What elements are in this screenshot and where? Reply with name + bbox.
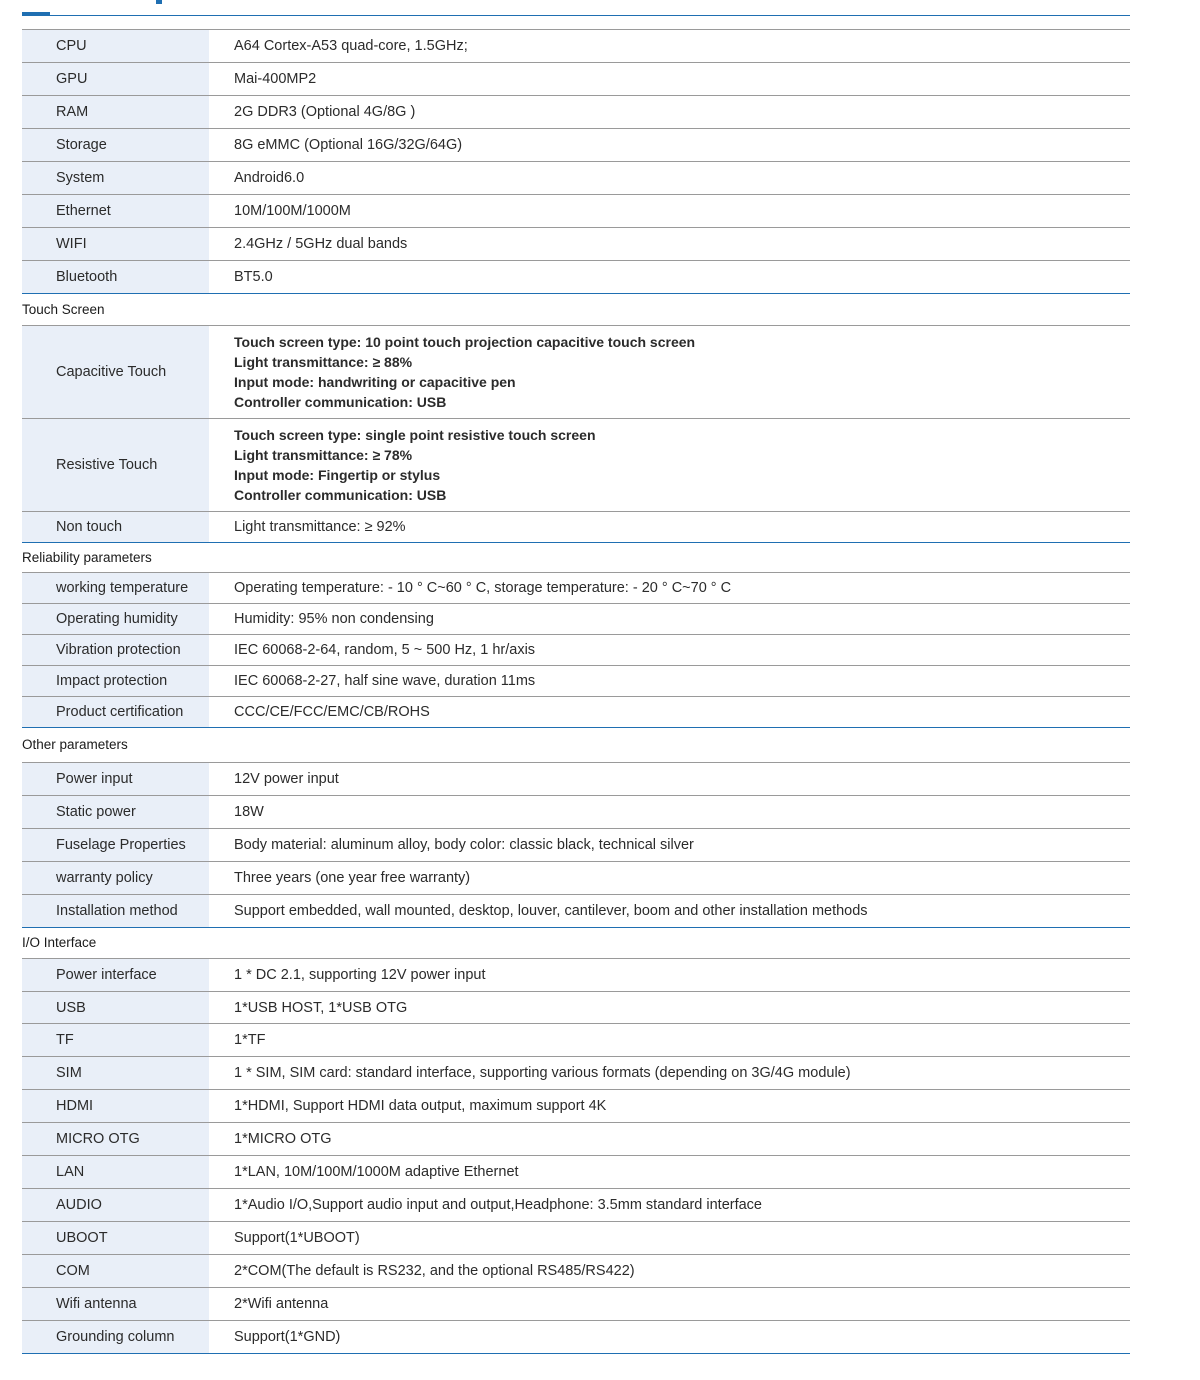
spec-value bbox=[209, 261, 1130, 294]
spec-value bbox=[209, 195, 1130, 228]
spec-label: Wifi antenna bbox=[22, 1288, 209, 1321]
spec-row bbox=[22, 666, 1130, 697]
spec-value bbox=[209, 512, 1130, 543]
spec-value-line: 1*MICRO OTG bbox=[234, 1131, 332, 1147]
spec-value-line: Support embedded, wall mounted, desktop, louver, cantilever, boom and other installation methods bbox=[234, 903, 868, 919]
spec-label: USB bbox=[22, 992, 209, 1024]
spec-row bbox=[22, 326, 1130, 419]
spec-value-line: Light transmittance: ≥ 88% bbox=[234, 354, 413, 370]
spec-label: working temperature bbox=[22, 573, 209, 604]
spec-row bbox=[22, 992, 1130, 1024]
spec-row bbox=[22, 1189, 1130, 1222]
spec-value bbox=[209, 228, 1130, 261]
section-title: Reliability parameters bbox=[22, 543, 1130, 573]
spec-row bbox=[22, 1156, 1130, 1189]
spec-row bbox=[22, 604, 1130, 635]
spec-label: Resistive Touch bbox=[22, 419, 209, 512]
spec-row bbox=[22, 1288, 1130, 1321]
spec-label: Power input bbox=[22, 763, 209, 796]
section-title: Touch Screen bbox=[22, 294, 1130, 326]
spec-row bbox=[22, 63, 1130, 96]
spec-value-line: A64 Cortex-A53 quad-core, 1.5GHz; bbox=[234, 38, 468, 54]
spec-label: Vibration protection bbox=[22, 635, 209, 666]
spec-value-line: IEC 60068-2-64, random, 5 ~ 500 Hz, 1 hr/axis bbox=[234, 642, 536, 658]
spec-value-line: 1*HDMI, Support HDMI data output, maximum support 4K bbox=[234, 1098, 607, 1114]
spec-row bbox=[22, 829, 1130, 862]
spec-value-line: 8G eMMC (Optional 16G/32G/64G) bbox=[234, 137, 463, 153]
spec-value-line: Light transmittance: ≥ 92% bbox=[234, 519, 406, 535]
spec-value-line: Input mode: Fingertip or stylus bbox=[234, 467, 441, 483]
spec-value-line: 2*COM(The default is RS232, and the optional RS485/RS422) bbox=[234, 1263, 635, 1279]
spec-value-line: Light transmittance: ≥ 78% bbox=[234, 447, 413, 463]
spec-label: Storage bbox=[22, 129, 209, 162]
spec-value bbox=[209, 796, 1130, 829]
spec-label: System bbox=[22, 162, 209, 195]
spec-value bbox=[209, 30, 1130, 63]
spec-value-line: 2G DDR3 (Optional 4G/8G ) bbox=[234, 104, 416, 120]
specification-table-body bbox=[22, 30, 1130, 1354]
spec-value-line: 2.4GHz / 5GHz dual bands bbox=[234, 236, 408, 252]
spec-value bbox=[209, 1255, 1130, 1288]
spec-value-line: 1 * SIM, SIM card: standard interface, supporting various formats (depending on 3G/4G module) bbox=[234, 1065, 851, 1081]
spec-label: warranty policy bbox=[22, 862, 209, 895]
spec-row bbox=[22, 30, 1130, 63]
spec-row bbox=[22, 1255, 1130, 1288]
spec-value-line: Three years (one year free warranty) bbox=[234, 870, 471, 886]
spec-value-line: Operating temperature: - 10 ° C~60 ° C, storage temperature: - 20 ° C~70 ° C bbox=[234, 580, 732, 596]
spec-value bbox=[209, 1123, 1130, 1156]
spec-label: GPU bbox=[22, 63, 209, 96]
spec-value bbox=[209, 1057, 1130, 1090]
spec-row bbox=[22, 959, 1130, 992]
spec-row bbox=[22, 635, 1130, 666]
spec-value bbox=[209, 96, 1130, 129]
spec-value bbox=[209, 895, 1130, 928]
spec-label: Power interface bbox=[22, 959, 209, 992]
spec-label: Ethernet bbox=[22, 195, 209, 228]
spec-label: Product certification bbox=[22, 697, 209, 728]
spec-value bbox=[209, 959, 1130, 992]
spec-value bbox=[209, 992, 1130, 1024]
section-header-row bbox=[22, 728, 1130, 763]
spec-label: COM bbox=[22, 1255, 209, 1288]
spec-value-line: 1*Audio I/O,Support audio input and output,Headphone: 3.5mm standard interface bbox=[234, 1197, 762, 1213]
spec-value-line: Humidity: 95% non condensing bbox=[234, 611, 434, 627]
spec-label: TF bbox=[22, 1024, 209, 1057]
spec-value bbox=[209, 1288, 1130, 1321]
spec-label: Bluetooth bbox=[22, 261, 209, 294]
spec-row bbox=[22, 512, 1130, 543]
spec-row bbox=[22, 895, 1130, 928]
spec-row bbox=[22, 796, 1130, 829]
section-header-row bbox=[22, 543, 1130, 573]
section-title: Other parameters bbox=[22, 728, 1130, 763]
spec-value-line: 12V power input bbox=[234, 771, 339, 787]
spec-value-line: 2*Wifi antenna bbox=[234, 1296, 329, 1312]
spec-row bbox=[22, 129, 1130, 162]
spec-value bbox=[209, 326, 1130, 419]
spec-value bbox=[209, 63, 1130, 96]
spec-value-line: 1*USB HOST, 1*USB OTG bbox=[234, 999, 408, 1016]
spec-label: Non touch bbox=[22, 512, 209, 543]
spec-label: RAM bbox=[22, 96, 209, 129]
spec-label: Static power bbox=[22, 796, 209, 829]
spec-value-line: Android6.0 bbox=[234, 170, 305, 186]
spec-row bbox=[22, 1057, 1130, 1090]
spec-value bbox=[209, 604, 1130, 635]
section-title: I/O Interface bbox=[22, 928, 1130, 959]
spec-value-line: IEC 60068-2-27, half sine wave, duration 11ms bbox=[234, 673, 536, 689]
spec-label: UBOOT bbox=[22, 1222, 209, 1255]
spec-label: AUDIO bbox=[22, 1189, 209, 1222]
section-header-row bbox=[22, 294, 1130, 326]
spec-value-line: Touch screen type: single point resistive touch screen bbox=[234, 427, 596, 443]
spec-label: WIFI bbox=[22, 228, 209, 261]
spec-value bbox=[209, 862, 1130, 895]
spec-value bbox=[209, 1222, 1130, 1255]
spec-row bbox=[22, 1321, 1130, 1354]
spec-value-line: Support(1*GND) bbox=[234, 1329, 341, 1345]
spec-value bbox=[209, 829, 1130, 862]
spec-label: Fuselage Properties bbox=[22, 829, 209, 862]
spec-row bbox=[22, 573, 1130, 604]
spec-row bbox=[22, 162, 1130, 195]
spec-row bbox=[22, 1090, 1130, 1123]
section-header-row bbox=[22, 928, 1130, 959]
spec-value bbox=[209, 666, 1130, 697]
spec-value-line: 1*LAN, 10M/100M/1000M adaptive Ethernet bbox=[234, 1164, 519, 1180]
spec-value bbox=[209, 1189, 1130, 1222]
spec-label: Capacitive Touch bbox=[22, 326, 209, 419]
spec-label: SIM bbox=[22, 1057, 209, 1090]
spec-value-line: 1 * DC 2.1, supporting 12V power input bbox=[234, 967, 486, 983]
spec-label: LAN bbox=[22, 1156, 209, 1189]
spec-label: Grounding column bbox=[22, 1321, 209, 1354]
spec-value-line: Body material: aluminum alloy, body color: classic black, technical silver bbox=[234, 837, 694, 853]
spec-value bbox=[209, 1090, 1130, 1123]
spec-label: Impact protection bbox=[22, 666, 209, 697]
spec-row bbox=[22, 1024, 1130, 1057]
spec-value-line: CCC/CE/FCC/EMC/CB/ROHS bbox=[234, 704, 430, 720]
spec-value bbox=[209, 129, 1130, 162]
spec-value-line: Touch screen type: 10 point touch projection capacitive touch screen bbox=[234, 334, 696, 350]
spec-value bbox=[209, 1156, 1130, 1189]
spec-value bbox=[209, 635, 1130, 666]
spec-value bbox=[209, 1024, 1130, 1057]
spec-row bbox=[22, 1123, 1130, 1156]
header-rule bbox=[22, 15, 1130, 16]
spec-value-line: Mai-400MP2 bbox=[234, 71, 317, 87]
spec-label: Operating humidity bbox=[22, 604, 209, 635]
spec-row bbox=[22, 96, 1130, 129]
spec-row bbox=[22, 261, 1130, 294]
spec-row bbox=[22, 862, 1130, 895]
spec-value bbox=[209, 1321, 1130, 1354]
spec-label: CPU bbox=[22, 30, 209, 63]
spec-label: Installation method bbox=[22, 895, 209, 928]
spec-value-line: 10M/100M/1000M bbox=[234, 203, 351, 219]
spec-row bbox=[22, 763, 1130, 796]
spec-value-line: 1*TF bbox=[234, 1032, 266, 1048]
spec-row bbox=[22, 195, 1130, 228]
spec-value-line: Controller communication: USB bbox=[234, 394, 447, 410]
spec-value-line: 18W bbox=[234, 804, 264, 820]
spec-value-line: Support(1*UBOOT) bbox=[234, 1230, 360, 1246]
spec-row bbox=[22, 419, 1130, 512]
spec-row bbox=[22, 1222, 1130, 1255]
spec-value-line: Controller communication: USB bbox=[234, 487, 447, 503]
spec-value bbox=[209, 697, 1130, 728]
spec-label: HDMI bbox=[22, 1090, 209, 1123]
spec-value bbox=[209, 419, 1130, 512]
spec-value-line: Input mode: handwriting or capacitive pen bbox=[234, 374, 516, 390]
spec-value bbox=[209, 162, 1130, 195]
spec-row bbox=[22, 697, 1130, 728]
header-title-fragment bbox=[156, 0, 162, 4]
spec-label: MICRO OTG bbox=[22, 1123, 209, 1156]
spec-value-line: BT5.0 bbox=[234, 269, 273, 285]
spec-value bbox=[209, 763, 1130, 796]
spec-value bbox=[209, 573, 1130, 604]
spec-row bbox=[22, 228, 1130, 261]
specification-table bbox=[22, 29, 1130, 1354]
